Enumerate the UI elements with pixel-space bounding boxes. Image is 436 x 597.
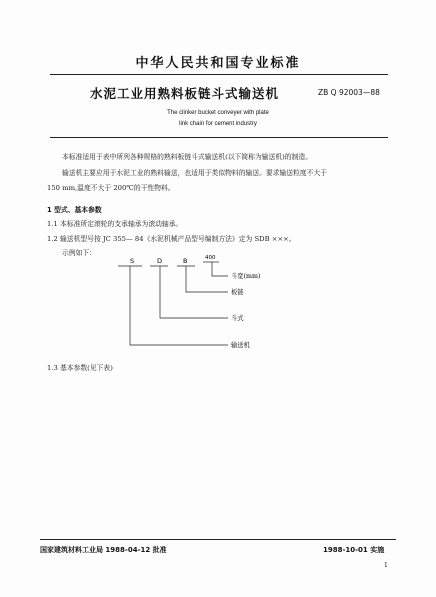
intro-paragraph-1: 本标准适用于表中所列各种规格的熟料板链斗式输送机(以下简称为输送机)的制造。 xyxy=(62,153,312,161)
footer-rule xyxy=(40,539,396,540)
english-title-line-2: link chain for cement industry xyxy=(179,121,257,127)
page-number: 1 xyxy=(384,562,388,569)
diagram-number: 400 xyxy=(205,255,216,261)
diagram-label-conveyor: 输送机 xyxy=(231,342,250,349)
intro-paragraph-3: 150 mm,温度不大于 200℃的干性物料。 xyxy=(47,184,175,192)
document-title: 水泥工业用熟料板链斗式输送机 xyxy=(90,86,280,101)
diagram-letter-b: B xyxy=(183,257,188,265)
english-title-line-1: The clinker bucket conveyer with plate xyxy=(167,110,269,116)
approval-info: 国家建筑材料工业局 1988-04-12 批准 xyxy=(40,546,167,554)
diagram-letter-d: D xyxy=(157,257,163,265)
section-1-heading: 1 型式、基本参数 xyxy=(47,206,102,214)
intro-paragraph-2: 输送机主要应用于水泥工业的熟料输送，也适用于类似物料的输送。要求输送粒度不大于 xyxy=(62,169,328,177)
clause-1-2: 1.2 输送机型号按 JC 355— 84《水泥机械产品型号编制方法》定为 SDB ×××。 xyxy=(47,235,296,243)
diagram-label-width: 斗宽(mm) xyxy=(231,273,261,280)
standard-code: ZB Q 92003—88 xyxy=(318,88,380,97)
diagram-label-bucket: 斗式 xyxy=(231,315,244,322)
clause-1-1: 1.1 本标准所定滚轮的支承轴承为滚动轴承。 xyxy=(47,220,183,228)
diagram-label-chain: 板链 xyxy=(231,289,244,296)
standard-header: 中华人民共和国专业标准 xyxy=(135,56,301,71)
diagram-letter-s: S xyxy=(130,257,135,265)
example-label: 示例如下： xyxy=(62,249,96,257)
clause-1-3: 1.3 基本参数(见下表) xyxy=(47,364,113,372)
implementation-date: 1988-10-01 实施 xyxy=(323,546,385,554)
